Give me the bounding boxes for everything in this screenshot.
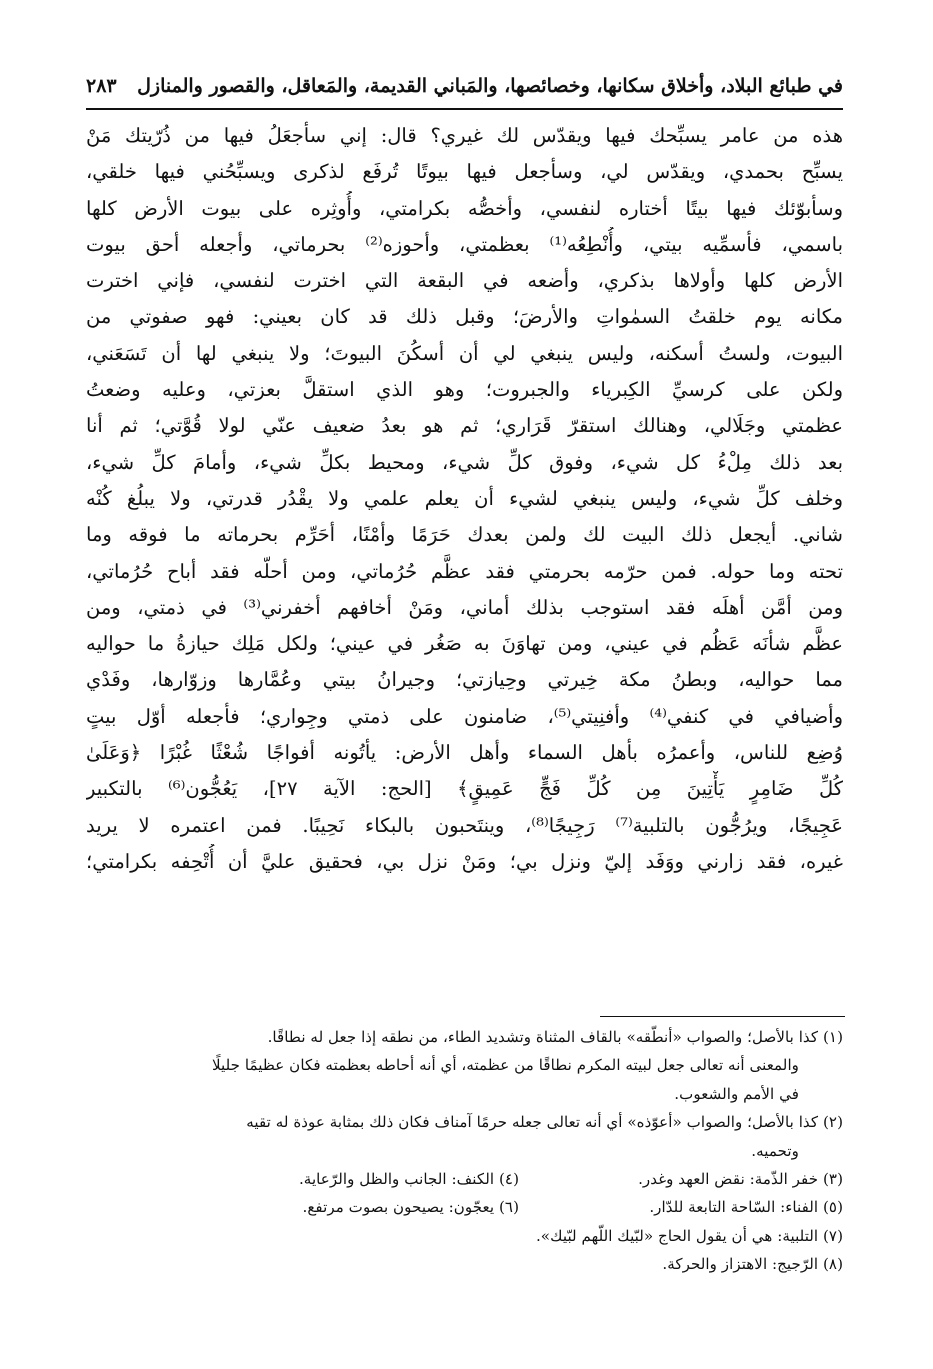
footnote-2 bbox=[86, 1108, 843, 1136]
footnote-number: (٨) bbox=[822, 1255, 843, 1274]
text-line: وسأبوّئك فيها بيتًا أختاره لنفسي، وأخصُّه بكرامتي، وأُوثِره على بيوت الأرض كلها bbox=[86, 196, 843, 220]
footnote-1-continued: والمعنى أنه تعالى جعل لبيته المكرم نطاقًا من عظمته، أي أنه أحاطه بعظمته فكان عظيمًا جليلًا bbox=[211, 1056, 799, 1075]
text-line: عظَّم شأنَه عَظُم في عيني، ومن تهاوَنَ به صَغُر في عيني؛ ولكل مَلِك حيازةُ ما حواليه bbox=[86, 632, 843, 656]
footnote-7 bbox=[86, 1222, 843, 1250]
text-line: ولكن على كرسيِّ الكِبرياء والجبروت؛ وهو الذي استقلَّ بعزتي، وعليه وضعتُ bbox=[86, 378, 843, 402]
footnote-number: (٣) bbox=[822, 1169, 843, 1188]
text-line: باسمي، فأسمِّيه بيتي، وأُنْطِعُه⁽¹⁾ بعظمتي، وأحوزه⁽²⁾ بحرماتي، وأجعله أحق بيوت bbox=[86, 232, 843, 256]
text-line: هذه من عامر يسبِّحك فيها ويقدّس لك غيري؟ قال: إني سأجعَلُ فيها من ذُرّيتك مَنْ bbox=[86, 124, 843, 147]
footnote-text: الكنف: الجانب والظل والرّعاية. bbox=[298, 1169, 495, 1188]
text-line: مما حواليه، وبطنُ مكة خِيرتي وحِيازتي؛ وجيرانُ بيتي وعُمَّارها وزوّارها، وفَدْي bbox=[86, 668, 843, 692]
running-head-title: في طبائع البلاد، وأخلاق سكانها، وخصائصها، والمَباني القديمة، والمَعاقل، والقصور والمنازل bbox=[137, 75, 843, 97]
footnote-1 bbox=[86, 1023, 843, 1051]
text-line: بعد ذلك مِلْءُ كل شيء، وفوق كلِّ شيء، ومحيط بكلِّ شيء، وأمامَ كلِّ شيء، bbox=[86, 450, 843, 474]
footnote-text: يعجّون: يصيحون بصوت مرتفع. bbox=[302, 1198, 495, 1217]
footnote-number: (١) bbox=[822, 1028, 843, 1046]
footnote-6 bbox=[195, 1193, 519, 1221]
text-line: مكانه يوم خلقتُ السمٰواتِ والأرضَ؛ وقبل ذلك قد كان بعيني: فهو صفوتي من bbox=[86, 305, 843, 329]
footnote-1-continued: في الأمم والشعوب. bbox=[674, 1084, 799, 1103]
text-line: وُضِع للناس، وأعمرُه بأهل السماء وأهل الأرض: يأتُونه أفواجًا شُعْثًا غُبْرًا ﴿وَعَلَىٰ bbox=[86, 741, 843, 765]
page-number: ٢٨٣ bbox=[86, 75, 117, 97]
footnote-text: الفناء: السّاحة التابعة للدّار. bbox=[649, 1198, 819, 1217]
text-line: يسبِّح بحمدي، ويقدّس لي، وسأجعل فيها بيوتًا تُرفَع لذكرى ويسبِّحُني فيها خلقي، bbox=[86, 160, 843, 184]
footnote-number: (٦) bbox=[498, 1198, 519, 1217]
footnote-text: التلبية: هي أن يقول الحاج «لبّيك اللّهم لبّيك». bbox=[535, 1226, 819, 1245]
footnote-text: الرّجيج: الاهتزاز والحركة. bbox=[662, 1255, 819, 1274]
footnote-3 bbox=[519, 1165, 843, 1193]
text-line: شاني. أيجعل ذلك البيت لك ولمن بعدك حَرَمًا وأمْنًا، أحَرِّم بحرماته ما فوقه وما bbox=[86, 523, 843, 547]
footnote-row bbox=[86, 1165, 843, 1193]
text-line: ومن أمَّن أهلَه فقد استوجب بذلك أماني، ومَنْ أخافهم أخفرني⁽³⁾ في ذمتي، ومن bbox=[86, 595, 843, 619]
footnote-text: كذا بالأصل؛ والصواب «أنطّقه» بالقاف المثناة وتشديد الطاء، من نطقه إذا جعل له نطاقًا. bbox=[267, 1028, 819, 1046]
footnote-number: (٢) bbox=[822, 1113, 843, 1132]
text-line: غيره، فقد زارني ووَفَد إليّ ونزل بي؛ ومَنْ نزل بي، فحقيق عليَّ أن أُتْحِفه بكرامتي؛ bbox=[86, 849, 843, 873]
text-line: تحته وما حوله. فمن حرّمه بحرمتي فقد عظَّم حُرُماتي، ومن أحلّه فقد أباح حُرُماتي، bbox=[86, 559, 843, 583]
footnote-row bbox=[86, 1193, 843, 1221]
footnote-4 bbox=[195, 1165, 519, 1193]
main-text bbox=[86, 118, 843, 880]
text-line: وأضيافي في كنفي⁽⁴⁾ وأفنِيتي⁽⁵⁾، ضامنون على ذمتي وجِواري؛ فأجعله أوّل بيتٍ bbox=[86, 704, 843, 728]
footnotes bbox=[86, 1023, 843, 1279]
footnote-number: (٥) bbox=[822, 1198, 843, 1217]
header-rule bbox=[86, 108, 843, 110]
footnote-2-continued: وتحميه. bbox=[751, 1141, 799, 1160]
text-line: وخلف كلِّ شيء، وليس ينبغي لشيء أن يعلم علمي ولا يقْدُر قدرتي، ولا يبلُغ كُنْه bbox=[86, 486, 843, 510]
text-line: عَجِيجًا، ويرُجُّون بالتلبية⁽⁷⁾ رَجِيجًا⁽⁸⁾، وينتَحبون بالبكاء نَحِيبًا. فمن اعتمره لا يريد bbox=[86, 813, 843, 837]
footnote-5 bbox=[519, 1193, 843, 1221]
text-line: كُلِّ ضَامِرٍ يَأْتِينَ مِن كُلِّ فَجٍّ عَمِيقٍ﴾ [الحج: الآية ٢٧]، يَعُجُّون⁽⁶⁾ بالتكبير bbox=[86, 777, 843, 801]
text-line: الأرض كلها وأولاها بذكري، وأضعه في البقعة التي اخترت لنفسي، فإني اخترت bbox=[86, 269, 843, 293]
text-line: عظمتي وجَلَالي، وهنالك استقرّ قَرَاري؛ ثم هو بعدُ ضعيف عنّي لولا قُوَّتي؛ ثم أنا bbox=[86, 414, 843, 438]
footnote-number: (٧) bbox=[822, 1226, 843, 1245]
running-head bbox=[86, 68, 843, 104]
footnote-text: خفر الذّمة: نقض العهد وغدر. bbox=[638, 1169, 819, 1188]
footnote-number: (٤) bbox=[498, 1169, 519, 1188]
footnote-rule bbox=[600, 1016, 845, 1017]
footnote-8 bbox=[86, 1250, 843, 1278]
text-line: البيوت، ولستُ أسكنه، وليس ينبغي لي أن أسكُنَ البيوتَ؛ ولا ينبغي لها أن تَسَعَني، bbox=[86, 341, 843, 365]
footnote-text: كذا بالأصل؛ والصواب «أعوّذه» أي أنه تعالى جعله حرمًا آمناف فكان ذلك بمثابة عوذة له تقيه bbox=[246, 1113, 819, 1132]
